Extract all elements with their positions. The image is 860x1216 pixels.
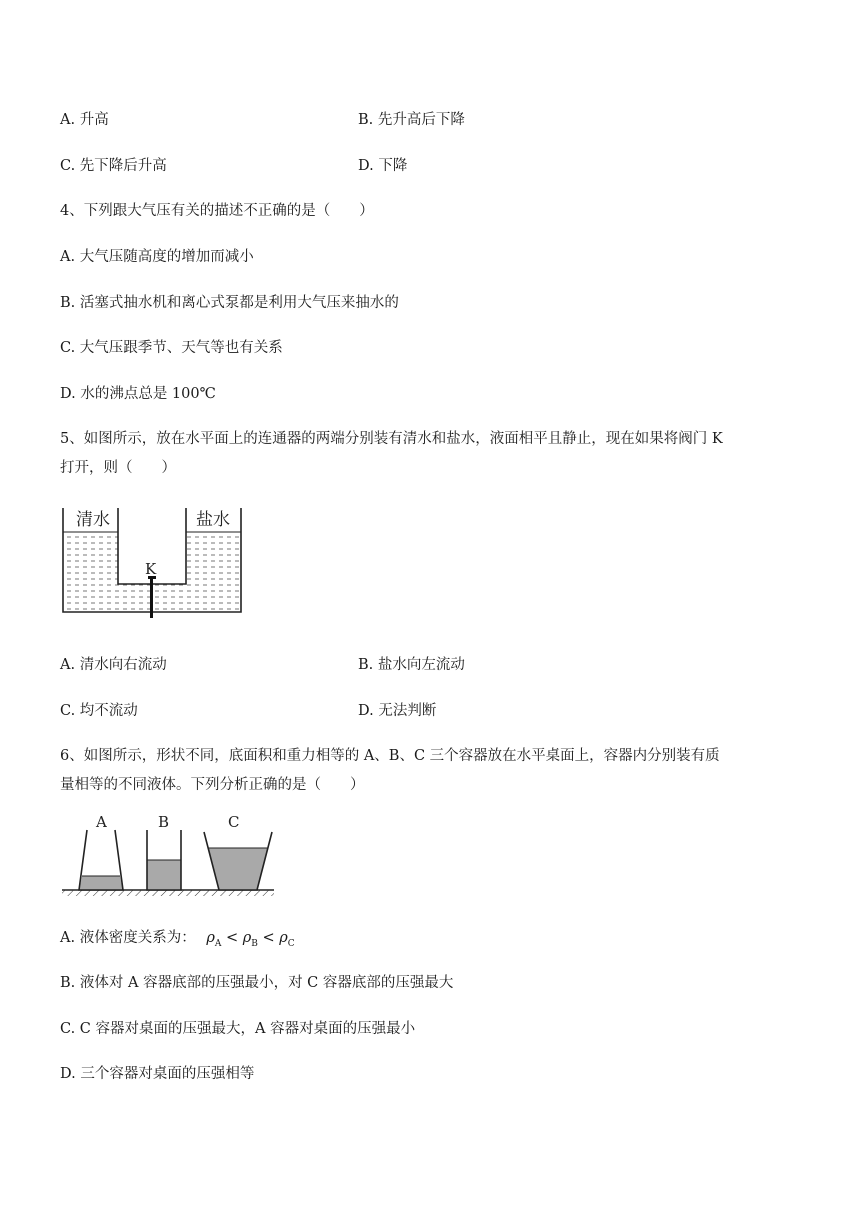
q6-option-c: C. C 容器对桌面的压强最大，A 容器对桌面的压强最小 [60,1021,416,1037]
q3-option-d: D. 下降 [358,158,408,174]
q5-stem-line1: 5、如图所示，放在水平面上的连通器的两端分别装有清水和盐水，液面相平且静止，现在如果将阀门 K [60,431,723,447]
label-salt-water: 盐水 [196,510,230,530]
q5-option-a: A. 清水向右流动 [60,657,167,673]
q5-option-d: D. 无法判断 [358,703,437,719]
q5-stem-line2: 打开，则（ ） [60,460,176,476]
three-containers-figure [58,812,278,902]
q4-option-d: D. 水的沸点总是 100℃ [60,386,216,402]
q6-option-d: D. 三个容器对桌面的压强相等 [60,1066,255,1082]
q4-option-c: C. 大气压跟季节、天气等也有关系 [60,340,283,356]
liquid-b [147,860,181,890]
q5-option-b: B. 盐水向左流动 [358,657,465,673]
label-a: A [96,813,107,831]
density-formula: $\rho_A < \rho_B < \rho_C$ [206,930,295,949]
q6-option-a: A. 液体密度关系为： $\rho_A < \rho_B < \rho_C$ [60,930,295,949]
q4-option-a: A. 大气压随高度的增加而减小 [60,249,254,265]
q4-stem: 4、下列跟大气压有关的描述不正确的是（ ） [60,203,374,219]
label-c: C [228,813,240,831]
q4-option-b: B. 活塞式抽水机和离心式泵都是利用大气压来抽水的 [60,295,399,311]
label-fresh-water: 清水 [76,510,110,530]
label-b: B [158,813,170,831]
valve-stem [150,578,153,618]
label-valve-k: K [145,560,157,578]
q6-stem-line2: 量相等的不同液体。下列分析正确的是（ ） [60,777,365,793]
q5-option-c: C. 均不流动 [60,703,138,719]
liquid-a [79,876,123,890]
connected-vessel-figure [58,504,248,620]
q6-option-b: B. 液体对 A 容器底部的压强最小，对 C 容器底部的压强最大 [60,975,454,991]
q3-option-c: C. 先下降后升高 [60,158,167,174]
q3-option-a: A. 升高 [60,112,109,128]
table-hatch [62,890,274,896]
q3-option-b: B. 先升高后下降 [358,112,465,128]
q6-stem-line1: 6、如图所示，形状不同，底面积和重力相等的 A、B、C 三个容器放在水平桌面上，容器内分别装有质 [60,748,720,764]
